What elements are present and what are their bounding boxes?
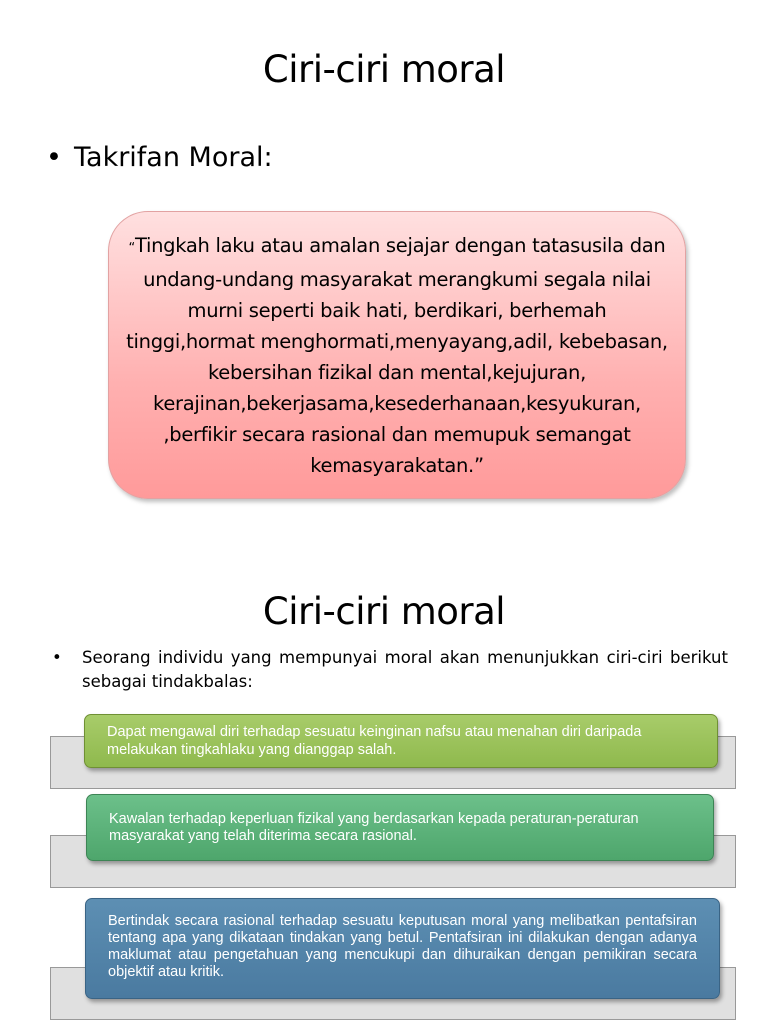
- bullet-dot: •: [52, 648, 62, 667]
- item-2-text: Kawalan terhadap keperluan fizikal yang berdasarkan kepada peraturan-peraturan masyarakat yang telah diterima secara rasional.: [109, 811, 639, 844]
- open-quote: “: [128, 240, 135, 256]
- definition-text: [123, 230, 671, 481]
- item-1-box: [84, 714, 718, 768]
- item-2-box: [86, 794, 714, 861]
- intro-text: Seorang individu yang mempunyai moral akan menunjukkan ciri-ciri berikut sebagai tindakbalas:: [82, 648, 728, 691]
- slide-2: [0, 512, 768, 1024]
- bullet-intro: [52, 646, 728, 694]
- bullet-label: Takrifan Moral:: [74, 142, 273, 173]
- slide-2-title: Ciri-ciri moral: [262, 590, 506, 633]
- bullet-dot: •: [46, 142, 62, 173]
- bullet-takrifan: [46, 142, 273, 173]
- definition-box: [108, 211, 686, 499]
- item-3-text: Bertindak secara rasional terhadap sesuatu keputusan moral yang melibatkan pentafsiran tentang apa yang dikataan tindakan yang betul. Pentafsiran ini dilakukan dengan adanya maklumat atau pengetahuan yang mencukupi dan dihuraikan dengan pemikiran secara objektif atau kritik.: [108, 913, 697, 980]
- item-1-text: Dapat mengawal diri terhadap sesuatu keinginan nafsu atau menahan diri daripada melakukan tingkahlaku yang dianggap salah.: [107, 724, 642, 758]
- slide-1-title: Ciri-ciri moral: [262, 48, 506, 91]
- item-3-box: [85, 898, 720, 999]
- definition-body: Tingkah laku atau amalan sejajar dengan tatasusila dan undang-undang masyarakat merangkumi segala nilai murni seperti baik hati, berdikari, berhemah tinggi,hormat menghormati,menyayang,adil, kebebasan, kebersihan fizikal dan mental,kejujuran, kerajinan,bekerjasama,kesederhanaan,kesyukuran, ,berfikir secara rasional dan memupuk semangat kemasyarakatan.”: [126, 233, 668, 477]
